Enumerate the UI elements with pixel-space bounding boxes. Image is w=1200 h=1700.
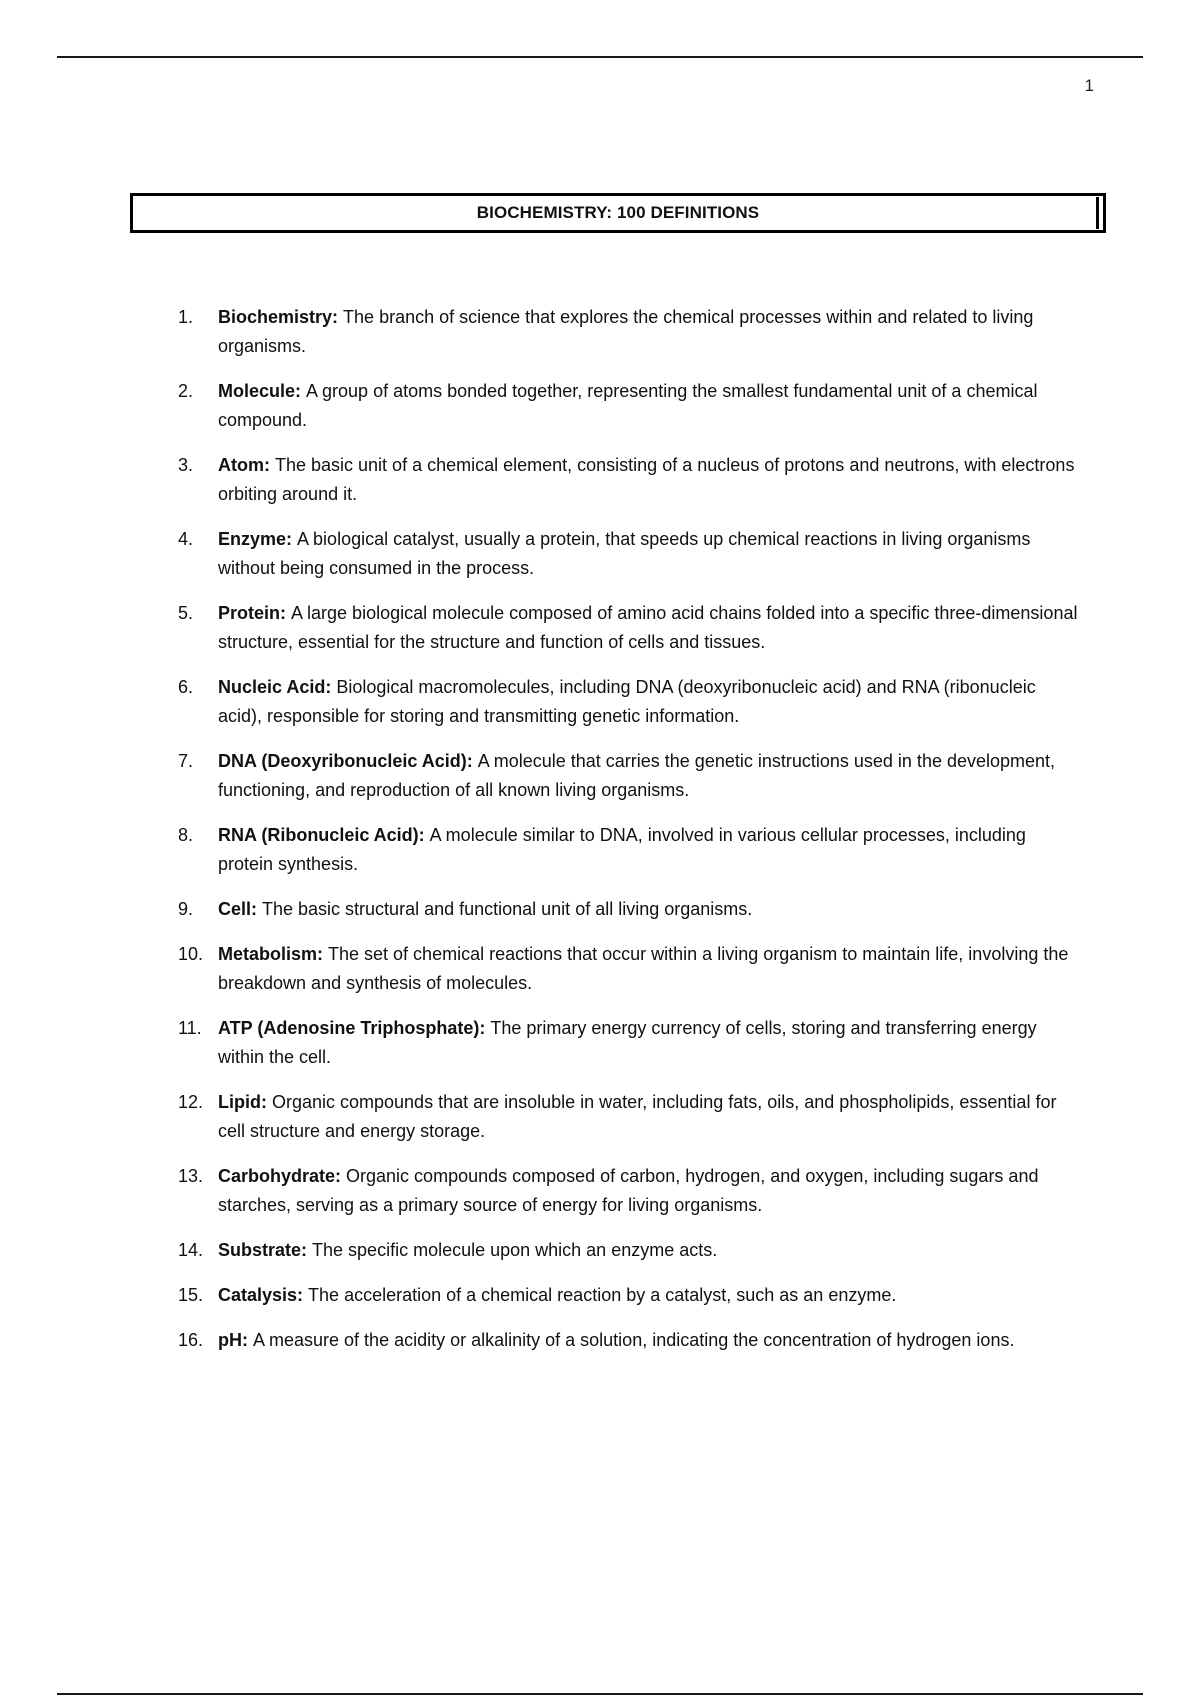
item-term: RNA (Ribonucleic Acid): [218, 825, 430, 845]
item-number: 13. [178, 1166, 204, 1186]
title-box [130, 193, 1106, 233]
definitions-list [178, 303, 1084, 1371]
item-term: Lipid: [218, 1092, 272, 1112]
item-term: Cell: [218, 899, 263, 919]
item-term: Molecule: [218, 381, 307, 401]
item-number: 7. [178, 751, 194, 771]
item-number: 14. [178, 1240, 204, 1260]
item-term: Substrate: [218, 1240, 313, 1260]
list-item [178, 451, 1084, 509]
item-number: 4. [178, 529, 194, 549]
list-item [178, 599, 1084, 657]
item-term: Carbohydrate: [218, 1166, 347, 1186]
item-term: ATP (Adenosine Triphosphate): [218, 1018, 491, 1038]
list-item [178, 821, 1084, 879]
item-definition: The set of chemical reactions that occur within a living organism to maintain life, involving the breakdown and synthesis of molecules. [218, 944, 1069, 993]
item-definition: A molecule similar to DNA, involved in various cellular processes, including protein synthesis. [218, 825, 1026, 874]
item-definition: A molecule that carries the genetic instructions used in the development, functioning, and reproduction of all known living organisms. [218, 751, 1056, 800]
item-number: 9. [178, 899, 194, 919]
item-term: pH: [218, 1330, 253, 1350]
list-item [178, 377, 1084, 435]
list-item [178, 1014, 1084, 1072]
item-definition: The basic structural and functional unit of all living organisms. [262, 899, 753, 919]
item-number: 5. [178, 603, 194, 623]
item-number: 11. [178, 1018, 202, 1038]
item-number: 3. [178, 455, 194, 475]
item-definition: A group of atoms bonded together, representing the smallest fundamental unit of a chemical compound. [218, 381, 1038, 430]
item-term: Catalysis: [218, 1285, 309, 1305]
item-number: 10. [178, 944, 204, 964]
list-item [178, 1326, 1084, 1355]
list-item [178, 895, 1084, 924]
list-item [178, 940, 1084, 998]
item-number: 2. [178, 381, 194, 401]
list-item [178, 525, 1084, 583]
item-term: Protein: [218, 603, 292, 623]
item-term: Nucleic Acid: [218, 677, 337, 697]
item-definition: The branch of science that explores the chemical processes within and related to living organisms. [218, 307, 1034, 356]
item-number: 12. [178, 1092, 204, 1112]
item-definition: A biological catalyst, usually a protein, that speeds up chemical reactions in living organisms without being consumed in the process. [218, 529, 1031, 578]
item-number: 6. [178, 677, 194, 697]
list-item [178, 1236, 1084, 1265]
header-rule [57, 56, 1143, 58]
item-term: Biochemistry: [218, 307, 344, 327]
list-item [178, 1281, 1084, 1310]
item-definition: Organic compounds composed of carbon, hydrogen, and oxygen, including sugars and starches, serving as a primary source of energy for living organisms. [218, 1166, 1039, 1215]
list-item [178, 303, 1084, 361]
page-title: BIOCHEMISTRY: 100 DEFINITIONS [476, 203, 760, 222]
footer-rule [57, 1693, 1143, 1695]
item-term: Atom: [218, 455, 275, 475]
item-definition: A large biological molecule composed of amino acid chains folded into a specific three-dimensional structure, essential for the structure and function of cells and tissues. [218, 603, 1078, 652]
item-definition: The primary energy currency of cells, storing and transferring energy within the cell. [218, 1018, 1037, 1067]
item-definition: The acceleration of a chemical reaction by a catalyst, such as an enzyme. [308, 1285, 897, 1305]
list-item [178, 1162, 1084, 1220]
list-item [178, 747, 1084, 805]
item-definition: The specific molecule upon which an enzyme acts. [312, 1240, 718, 1260]
page-number: 1 [1084, 76, 1094, 95]
item-number: 16. [178, 1330, 204, 1350]
item-term: Metabolism: [218, 944, 329, 964]
item-term: DNA (Deoxyribonucleic Acid): [218, 751, 478, 771]
list-item [178, 1088, 1084, 1146]
item-definition: Organic compounds that are insoluble in water, including fats, oils, and phospholipids, essential for cell structure and energy storage. [218, 1092, 1057, 1141]
item-term: Enzyme: [218, 529, 298, 549]
item-number: 15. [178, 1285, 204, 1305]
item-definition: Biological macromolecules, including DNA (deoxyribonucleic acid) and RNA (ribonucleic acid), responsible for storing and transmitting genetic information. [218, 677, 1036, 726]
list-item [178, 673, 1084, 731]
item-definition: A measure of the acidity or alkalinity of a solution, indicating the concentration of hydrogen ions. [253, 1330, 1015, 1350]
item-number: 1. [178, 307, 194, 327]
item-number: 8. [178, 825, 194, 845]
item-definition: The basic unit of a chemical element, consisting of a nucleus of protons and neutrons, with electrons orbiting around it. [218, 455, 1075, 504]
